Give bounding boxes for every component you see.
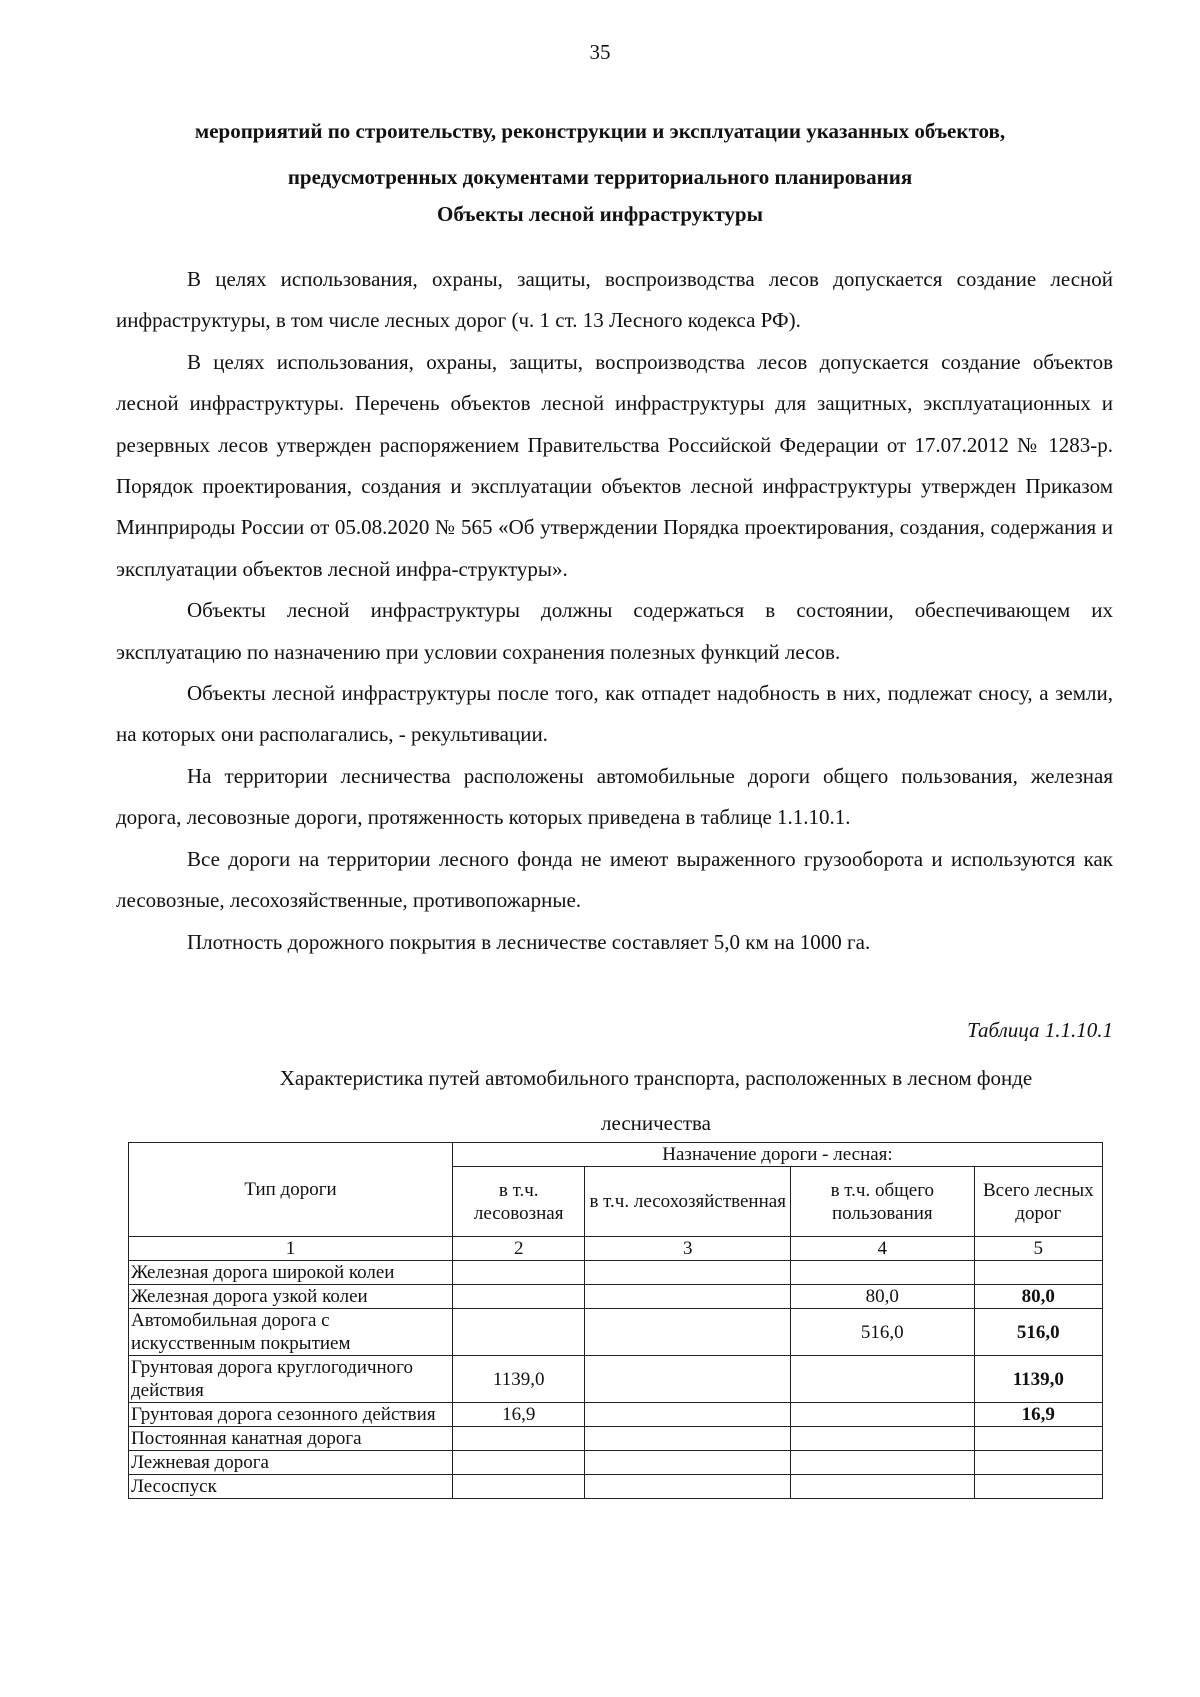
cell-forestry [585,1285,791,1309]
cell-public [791,1475,975,1499]
paragraph: Объекты лесной инфраструктуры должны содержаться в состоянии, обеспечивающем их эксплуатацию по назначению при условии сохранения полезных функций лесов. [116,598,1113,664]
cell-total: 516,0 [974,1309,1102,1356]
cell-public: 80,0 [791,1285,975,1309]
header-road-type: Тип дороги [129,1143,453,1237]
heading-line-2: предусмотренных документами территориального планирования [287,165,913,189]
paragraph: В целях использования, охраны, защиты, воспроизводства лесов допускается создание лесной инфраструктуры, в том числе лесных дорог (ч. 1 ст. 13 Лесного кодекса РФ). [116,267,1113,333]
page-number: 35 [589,40,611,64]
header-logging: в т.ч. лесовозная [452,1167,584,1237]
paragraph: На территории лесничества расположены автомобильные дороги общего пользования, железная дорога, лесовозные дороги, протяженность которых приведена в таблице 1.1.10.1. [116,763,1113,830]
cell-road-type: Лежневая дорога [129,1451,453,1475]
cell-forestry [585,1261,791,1285]
column-number: 2 [452,1237,584,1261]
header-forestry: в т.ч. лесохозяйственная [585,1167,791,1237]
cell-public: 516,0 [791,1309,975,1356]
cell-total [974,1427,1102,1451]
header-public: в т.ч. общего пользования [791,1167,975,1237]
paragraph: Плотность дорожного покрытия в лесничестве составляет 5,0 км на 1000 га. [187,929,871,954]
cell-road-type: Лесоспуск [129,1475,453,1499]
cell-logging: 1139,0 [452,1356,584,1403]
cell-forestry [585,1451,791,1475]
cell-forestry [585,1309,791,1356]
cell-logging [452,1285,584,1309]
table-row [129,1261,1103,1285]
table-header-row [129,1143,1103,1167]
column-number: 3 [585,1237,791,1261]
table-row [129,1451,1103,1475]
cell-logging [452,1475,584,1499]
cell-public [791,1403,975,1427]
cell-forestry [585,1475,791,1499]
table-caption-line-2: лесничества [601,1111,711,1135]
column-number: 1 [129,1237,453,1261]
column-number: 5 [974,1237,1102,1261]
roads-table [128,1142,1103,1499]
cell-public [791,1427,975,1451]
table-row [129,1475,1103,1499]
cell-road-type: Железная дорога широкой колеи [129,1261,453,1285]
table-row [129,1285,1103,1309]
table-row [129,1356,1103,1403]
cell-total [974,1475,1102,1499]
paragraph: Все дороги на территории лесного фонда не имеют выраженного грузооборота и используются как лесовозные, лесохозяйственные, противопожарные. [116,846,1113,913]
cell-public [791,1261,975,1285]
cell-logging: 16,9 [452,1403,584,1427]
cell-forestry [585,1427,791,1451]
table-caption-line-1: Характеристика путей автомобильного транспорта, расположенных в лесном фонде [279,1066,1033,1090]
paragraph: Объекты лесной инфраструктуры после того, как отпадет надобность в них, подлежат сносу, а земли, на которых они располагались, - рекультивации. [116,681,1113,747]
cell-road-type: Грунтовая дорога круглогодичного действия [129,1356,453,1403]
cell-logging [452,1451,584,1475]
table-row [129,1309,1103,1356]
column-number: 4 [791,1237,975,1261]
cell-forestry [585,1403,791,1427]
cell-road-type: Железная дорога узкой колеи [129,1285,453,1309]
cell-total [974,1261,1102,1285]
table-label: Таблица 1.1.10.1 [967,1018,1113,1042]
cell-forestry [585,1356,791,1403]
table-caption [130,1056,1182,1146]
cell-road-type: Постоянная канатная дорога [129,1427,453,1451]
table-row [129,1403,1103,1427]
cell-logging [452,1309,584,1356]
table-column-number-row [129,1237,1103,1261]
cell-logging [452,1427,584,1451]
table-row [129,1427,1103,1451]
heading [100,108,1100,200]
section-title: Объекты лесной инфраструктуры [437,202,763,226]
cell-total [974,1451,1102,1475]
body-text [116,259,1113,963]
cell-total: 1139,0 [974,1356,1102,1403]
cell-public [791,1451,975,1475]
cell-logging [452,1261,584,1285]
cell-road-type: Автомобильная дорога с искусственным покрытием [129,1309,453,1356]
header-purpose-group: Назначение дороги - лесная: [452,1143,1102,1167]
header-total: Всего лесных дорог [974,1167,1102,1237]
cell-total: 16,9 [974,1403,1102,1427]
heading-line-1: мероприятий по строительству, реконструкции и эксплуатации указанных объектов, [194,119,1006,143]
paragraph: В целях использования, охраны, защиты, воспроизводства лесов допускается создание объектов лесной инфраструктуры. Перечень объектов лесной инфраструктуры для защитных, эксплуатационных и резервных лесов утвержден распоряжением Правительства Российской Федерации от 17.07.2012 № 1283-р. Порядок проектирования, создания и эксплуатации объектов лесной инфраструктуры утвержден Приказом Минприроды России от 05.08.2020 № 565 «Об утверждении Порядка проектирования, создания, содержания и эксплуатации объектов лесной инфра-структуры». [116,349,1113,581]
cell-total: 80,0 [974,1285,1102,1309]
cell-road-type: Грунтовая дорога сезонного действия [129,1403,453,1427]
cell-public [791,1356,975,1403]
